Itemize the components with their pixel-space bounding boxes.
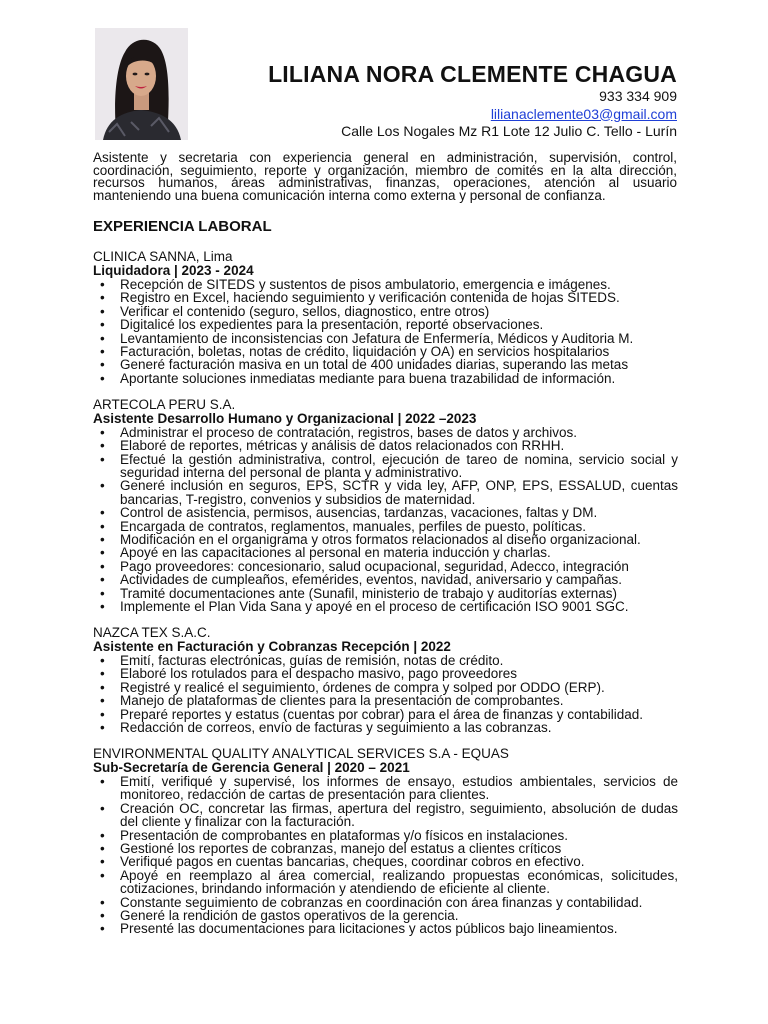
phone-number: 933 334 909 [599,88,677,104]
email-link[interactable]: lilianaclemente03@gmail.com [490,105,677,122]
responsibility-item: • Registro en Excel, haciendo seguimiento y verificación contenida de hojas SITEDS. [93,291,678,304]
company-name: NAZCA TEX S.A.C. [93,624,211,640]
responsibility-item: • Creación OC, concretar las firmas, apertura del registro, seguimiento, absolución de dudas del cliente y finalizar con la facturación. [93,802,678,829]
responsibility-item: • Actividades de cumpleaños, efemérides, eventos, navidad, aniversario y campañas. [93,573,678,586]
job-role: Liquidadora | 2023 - 2024 [93,263,254,278]
responsibility-item: • Implemente el Plan Vida Sana y apoyé en el proceso de certificación ISO 9001 SGC. [93,600,678,613]
responsibility-item: • Apoyé en las capacitaciones al personal en materia inducción y charlas. [93,546,678,559]
experience-list [93,250,678,948]
job-entry [93,398,678,614]
responsibility-item: • Redacción de correos, envío de facturas y seguimiento a las cobranzas. [93,721,678,734]
portrait-image [95,28,188,140]
candidate-name: LILIANA NORA CLEMENTE CHAGUA [268,61,677,87]
responsibility-item: • Modificación en el organigrama y otros formatos relacionados al diseño organizacional. [93,533,678,546]
responsibility-list [93,654,678,734]
responsibility-item: • Administrar el proceso de contratación, registros, bases de datos y archivos. [93,426,678,439]
job-role: Sub-Secretaría de Gerencia General | 2020 – 2021 [93,759,410,775]
company-name: CLINICA SANNA, Lima [93,249,233,264]
responsibility-item: • Generé la rendición de gastos operativos de la gerencia. [93,909,678,922]
responsibility-item: • Tramité documentaciones ante (Sunafil, ministerio de trabajo y auditorías externas) [93,587,678,600]
job-role: Asistente Desarrollo Humano y Organizacional | 2022 –2023 [93,410,477,426]
responsibility-item: • Recepción de SITEDS y sustentos de pisos ambulatorio, emergencia e imágenes. [93,278,678,291]
job-role: Asistente en Facturación y Cobranzas Recepción | 2022 [93,638,451,654]
responsibility-item: • Pago proveedores: concesionario, salud ocupacional, seguridad, Adecco, integración [93,560,678,573]
company-name: ARTECOLA PERU S.A. [93,396,236,412]
responsibility-item: • Gestioné los reportes de cobranzas, manejo del estatus a clientes críticos [93,842,678,855]
responsibility-item: • Facturación, boletas, notas de crédito, liquidación y OA) en servicios hospitalarios [93,345,678,358]
responsibility-item: • Generé facturación masiva en un total de 400 unidades diarias, superando las metas [93,358,678,371]
responsibility-item: • Control de asistencia, permisos, ausencias, tardanzas, vacaciones, faltas y DM. [93,506,678,519]
responsibility-item: • Presenté las documentaciones para licitaciones y actos públicos bajo lineamientos. [93,922,678,935]
responsibility-item: • Emití, verifiqué y supervisé, los informes de ensayo, estudios ambientales, servicios de monitoreo, redacción de cartas de presentación para clientes. [93,775,678,802]
responsibility-item: • Preparé reportes y estatus (cuentas por cobrar) para el área de finanzas y contabilidad. [93,708,678,721]
responsibility-item: • Manejo de plataformas de clientes para la presentación de comprobantes. [93,694,678,707]
responsibility-item: • Efectué la gestión administrativa, control, ejecución de tareo de nomina, servicio social y seguridad interna del personal de planta y administrativo. [93,453,678,480]
responsibility-item: • Emití, facturas electrónicas, guías de remisión, notas de crédito. [93,654,678,667]
responsibility-item: • Registré y realicé el seguimiento, órdenes de compra y solped por ODDO (ERP). [93,681,678,694]
responsibility-item: • Digitalicé los expedientes para la presentación, reporté observaciones. [93,318,678,331]
company-name: ENVIRONMENTAL QUALITY ANALYTICAL SERVICES S.A - EQUAS [93,745,509,761]
responsibility-list [93,775,678,936]
profile-summary: Asistente y secretaria con experiencia general en administración, supervisión, control, coordinación, seguimiento, reporte y organización, miembro de comités en la alta dirección, recursos humanos, áreas administrativas, finanzas, operaciones, atención al usuario manteniendo una buena comunicación interna como externa y personal de confianza. [93,150,677,203]
responsibility-item: • Levantamiento de inconsistencias con Jefatura de Enfermería, Médicos y Auditoria M. [93,332,678,345]
responsibility-item: • Apoyé en reemplazo al área comercial, realizando propuestas económicas, solicitudes, cotizaciones, brindando información y atendiendo de eficiente al cliente. [93,869,678,896]
responsibility-list [93,426,678,614]
responsibility-item: • Encargada de contratos, reglamentos, manuales, perfiles de puesto, políticas. [93,520,678,533]
responsibility-item: • Aportante soluciones inmediatas mediante para buena trazabilidad de información. [93,372,678,385]
responsibility-item: • Verifiqué pagos en cuentas bancarias, cheques, coordinar cobros en efectivo. [93,855,678,868]
profile-photo [95,28,188,140]
section-title-experience: EXPERIENCIA LABORAL [93,218,272,235]
job-entry [93,747,678,936]
responsibility-item: • Verificar el contenido (seguro, sellos, diagnostico, entre otros) [93,305,678,318]
responsibility-item: • Elaboré de reportes, métricas y análisis de datos relacionados con RRHH. [93,439,678,452]
job-entry [93,626,678,734]
responsibility-item: • Generé inclusión en seguros, EPS, SCTR y vida ley, AFP, ONP, EPS, ESSALUD, cuentas bancarias, T-registro, convenios y subsidios de maternidad. [93,479,678,506]
responsibility-item: • Presentación de comprobantes en plataformas y/o físicos en instalaciones. [93,829,678,842]
resume-header [268,60,677,141]
responsibility-list [93,278,678,385]
responsibility-item: • Elaboré los rotulados para el despacho masivo, pago proveedores [93,667,678,680]
responsibility-item: • Constante seguimiento de cobranzas en coordinación con área finanzas y contabilidad. [93,896,678,909]
address: Calle Los Nogales Mz R1 Lote 12 Julio C. Tello - Lurín [341,123,677,139]
job-entry [93,250,678,385]
